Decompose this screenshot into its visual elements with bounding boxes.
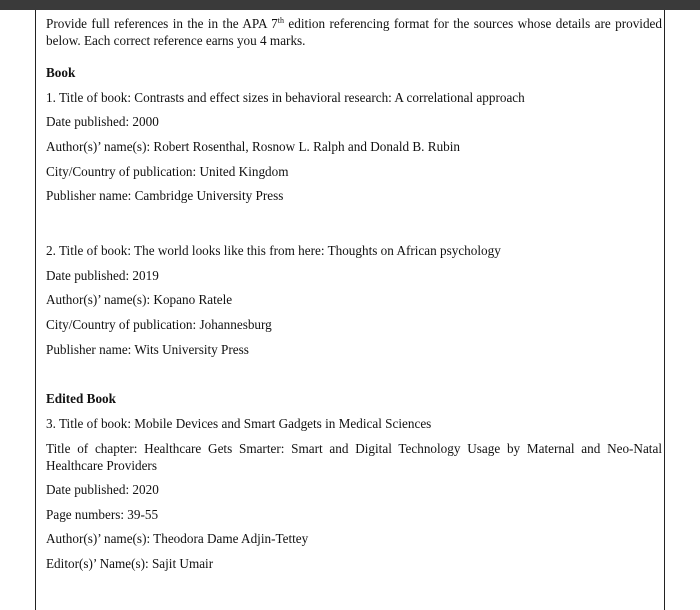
item3-chapter: Title of chapter: Healthcare Gets Smarter: Smart and Digital Technology Usage by Maternal and Neo-Natal Healthcare Providers bbox=[46, 441, 662, 473]
item2-title: 2. Title of book: The world looks like this from here: Thoughts on African psychology bbox=[46, 243, 501, 258]
item2-publisher: Publisher name: Wits University Press bbox=[46, 342, 249, 357]
item3-pages: Page numbers: 39-55 bbox=[46, 507, 159, 522]
item3-editors: Editor(s)’ Name(s): Sajit Umair bbox=[46, 556, 214, 571]
item3-date: Date published: 2020 bbox=[46, 482, 159, 497]
item3-authors: Author(s)’ name(s): Theodora Dame Adjin-Tettey bbox=[46, 531, 309, 546]
item1-date: Date published: 2000 bbox=[46, 114, 159, 129]
item1-authors: Author(s)’ name(s): Robert Rosenthal, Rosnow L. Ralph and Donald B. Rubin bbox=[46, 139, 461, 154]
item1-city: City/Country of publication: United Kingdom bbox=[46, 164, 289, 179]
edited-book-heading: Edited Book bbox=[46, 391, 116, 406]
item3-title: 3. Title of book: Mobile Devices and Smart Gadgets in Medical Sciences bbox=[46, 416, 432, 431]
superscript-th: th bbox=[277, 16, 285, 25]
item2-authors: Author(s)’ name(s): Kopano Ratele bbox=[46, 292, 233, 307]
book-heading: Book bbox=[46, 65, 76, 80]
top-bar bbox=[0, 0, 700, 10]
item2-date: Date published: 2019 bbox=[46, 268, 159, 283]
item1-publisher: Publisher name: Cambridge University Press bbox=[46, 188, 284, 203]
item1-title: 1. Title of book: Contrasts and effect sizes in behavioral research: A correlational approach bbox=[46, 90, 525, 105]
instruction-text: Provide full references in the in the APA 7th edition referencing format for the sources whose details are provided below. Each correct reference earns you 4 marks. bbox=[46, 16, 662, 48]
item2-city: City/Country of publication: Johannesburg bbox=[46, 317, 272, 332]
